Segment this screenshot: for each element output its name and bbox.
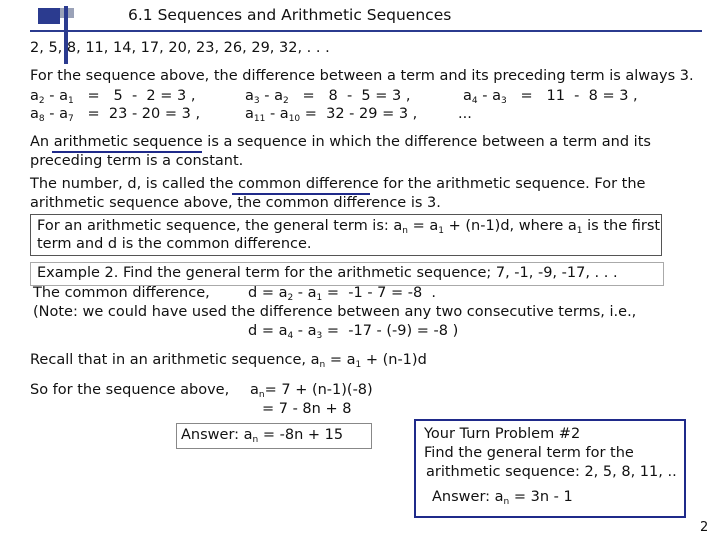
example-common-calc: $d = a_2 - a_1 = -1 - 7 = -8$ . bbox=[248, 285, 437, 303]
sofor-label: So for the sequence above, bbox=[30, 382, 230, 398]
definition-arithmetic-line2: preceding term is a constant. bbox=[30, 153, 244, 169]
sofor-step2: = 7 - 8n + 8 bbox=[262, 401, 352, 417]
difference-r2c2: $a_{11} - a_{10} = 32 - 29 = 3$ , bbox=[245, 106, 418, 124]
your-turn-title: Your Turn Problem #2 bbox=[424, 426, 581, 442]
your-turn-line2: Find the general term for the bbox=[424, 445, 634, 461]
definition-arithmetic-line1: An arithmetic sequence is a sequence in which the difference between a term and its bbox=[30, 134, 651, 150]
answer-text: Answer: $a_n = -8n + 15$ bbox=[181, 427, 344, 445]
example-title: Example 2. Find the general term for the arithmetic sequence; 7, -1, -9, -17, . . . bbox=[37, 265, 618, 281]
intro-text: For the sequence above, the difference between a term and its preceding term is always 3. bbox=[30, 68, 694, 84]
example-note-calc: $d = a_4 - a_3 = -17 - (-9) = -8$ ) bbox=[248, 323, 459, 341]
page-number: 2 bbox=[700, 520, 709, 535]
sofor-step1: $a_n= 7 + (n-1)(-8)$ bbox=[250, 382, 373, 400]
general-term-line1: For an arithmetic sequence, the general term is: $a_n = a_1 + (n-1)d$, where $a_1$ is the first bbox=[37, 218, 661, 236]
term-common-difference: common difference bbox=[238, 176, 379, 192]
example-note: (Note: we could have used the difference between any two consecutive terms, i.e., bbox=[33, 304, 637, 320]
difference-r1c3: $a_4 - a_3 = 11 - 8 = 3$ , bbox=[463, 88, 638, 106]
corner-decoration-block bbox=[38, 8, 60, 24]
example-common-label: The common difference, bbox=[33, 285, 210, 301]
difference-r2c3: ... bbox=[458, 106, 472, 122]
sequence-line: 2, 5, 8, 11, 14, 17, 20, 23, 26, 29, 32, . . . bbox=[30, 40, 330, 56]
definition-common-line2: arithmetic sequence above, the common difference is 3. bbox=[30, 195, 441, 211]
your-turn-answer: Answer: $a_n = 3n - 1$ bbox=[432, 489, 573, 507]
general-term-line2: term and d is the common difference. bbox=[37, 236, 312, 252]
header-rule bbox=[30, 30, 702, 32]
page-title: 6.1 Sequences and Arithmetic Sequences bbox=[128, 6, 452, 24]
recall-line: Recall that in an arithmetic sequence, $a_n = a_1 + (n-1)d$ bbox=[30, 352, 427, 370]
difference-r1c1: $a_2 - a_1 = 5 - 2 = 3$ , bbox=[30, 88, 196, 106]
your-turn-line3: arithmetic sequence: 2, 5, 8, 11, .. bbox=[426, 464, 677, 480]
definition-common-line1: The number, d, is called the common difference for the arithmetic sequence. For the bbox=[30, 176, 646, 192]
difference-r2c1: $a_8 - a_7 = 23 - 20 = 3$ , bbox=[30, 106, 201, 124]
term-arithmetic-sequence: arithmetic sequence bbox=[53, 134, 203, 150]
difference-r1c2: $a_3 - a_2 = 8 - 5 = 3$ , bbox=[245, 88, 411, 106]
